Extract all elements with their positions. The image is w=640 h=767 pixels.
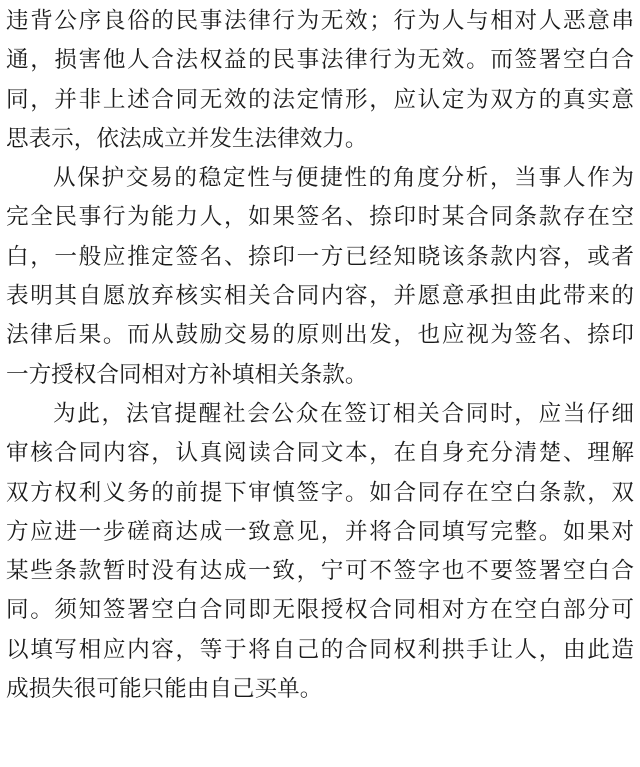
text-line: 通，损害他人合法权益的民事法律行为无效。而签署空白合 bbox=[6, 47, 634, 74]
text-line: 思表示，依法成立并发生法律效力。 bbox=[6, 125, 368, 152]
text-line: 违背公序良俗的民事法律行为无效；行为人与相对人恶意串 bbox=[6, 8, 634, 34]
text-line: 同。须知签署空白合同即无限授权合同相对方在空白部分可 bbox=[6, 597, 634, 624]
article-body bbox=[6, 2, 634, 709]
paragraph-1 bbox=[6, 2, 634, 159]
text-line: 法律后果。而从鼓励交易的原则出发，也应视为签名、捺印 bbox=[6, 322, 634, 349]
text-line: 方应进一步磋商达成一致意见，并将合同填写完整。如果对 bbox=[6, 518, 634, 545]
text-line: 同，并非上述合同无效的法定情形，应认定为双方的真实意 bbox=[6, 86, 634, 113]
text-line: 从保护交易的稳定性与便捷性的角度分析，当事人作为 bbox=[53, 165, 634, 192]
text-line: 双方权利义务的前提下审慎签字。如合同存在空白条款，双 bbox=[6, 479, 634, 506]
text-line: 表明其自愿放弃核实相关合同内容，并愿意承担由此带来的 bbox=[6, 283, 634, 310]
paragraph-3 bbox=[6, 395, 634, 709]
text-line: 完全民事行为能力人，如果签名、捺印时某合同条款存在空 bbox=[6, 204, 634, 231]
paragraph-2 bbox=[6, 159, 634, 395]
text-line: 一方授权合同相对方补填相关条款。 bbox=[6, 361, 368, 388]
text-line: 某些条款暂时没有达成一致，宁可不签字也不要签署空白合 bbox=[6, 558, 634, 585]
text-line: 成损失很可能只能由自己买单。 bbox=[6, 676, 323, 703]
text-line: 为此，法官提醒社会公众在签订相关合同时，应当仔细 bbox=[53, 400, 634, 427]
text-line: 白，一般应推定签名、捺印一方已经知晓该条款内容，或者 bbox=[6, 243, 634, 270]
text-line: 以填写相应内容，等于将自己的合同权利拱手让人，由此造 bbox=[6, 636, 634, 663]
text-line: 审核合同内容，认真阅读合同文本，在自身充分清楚、理解 bbox=[6, 440, 634, 467]
